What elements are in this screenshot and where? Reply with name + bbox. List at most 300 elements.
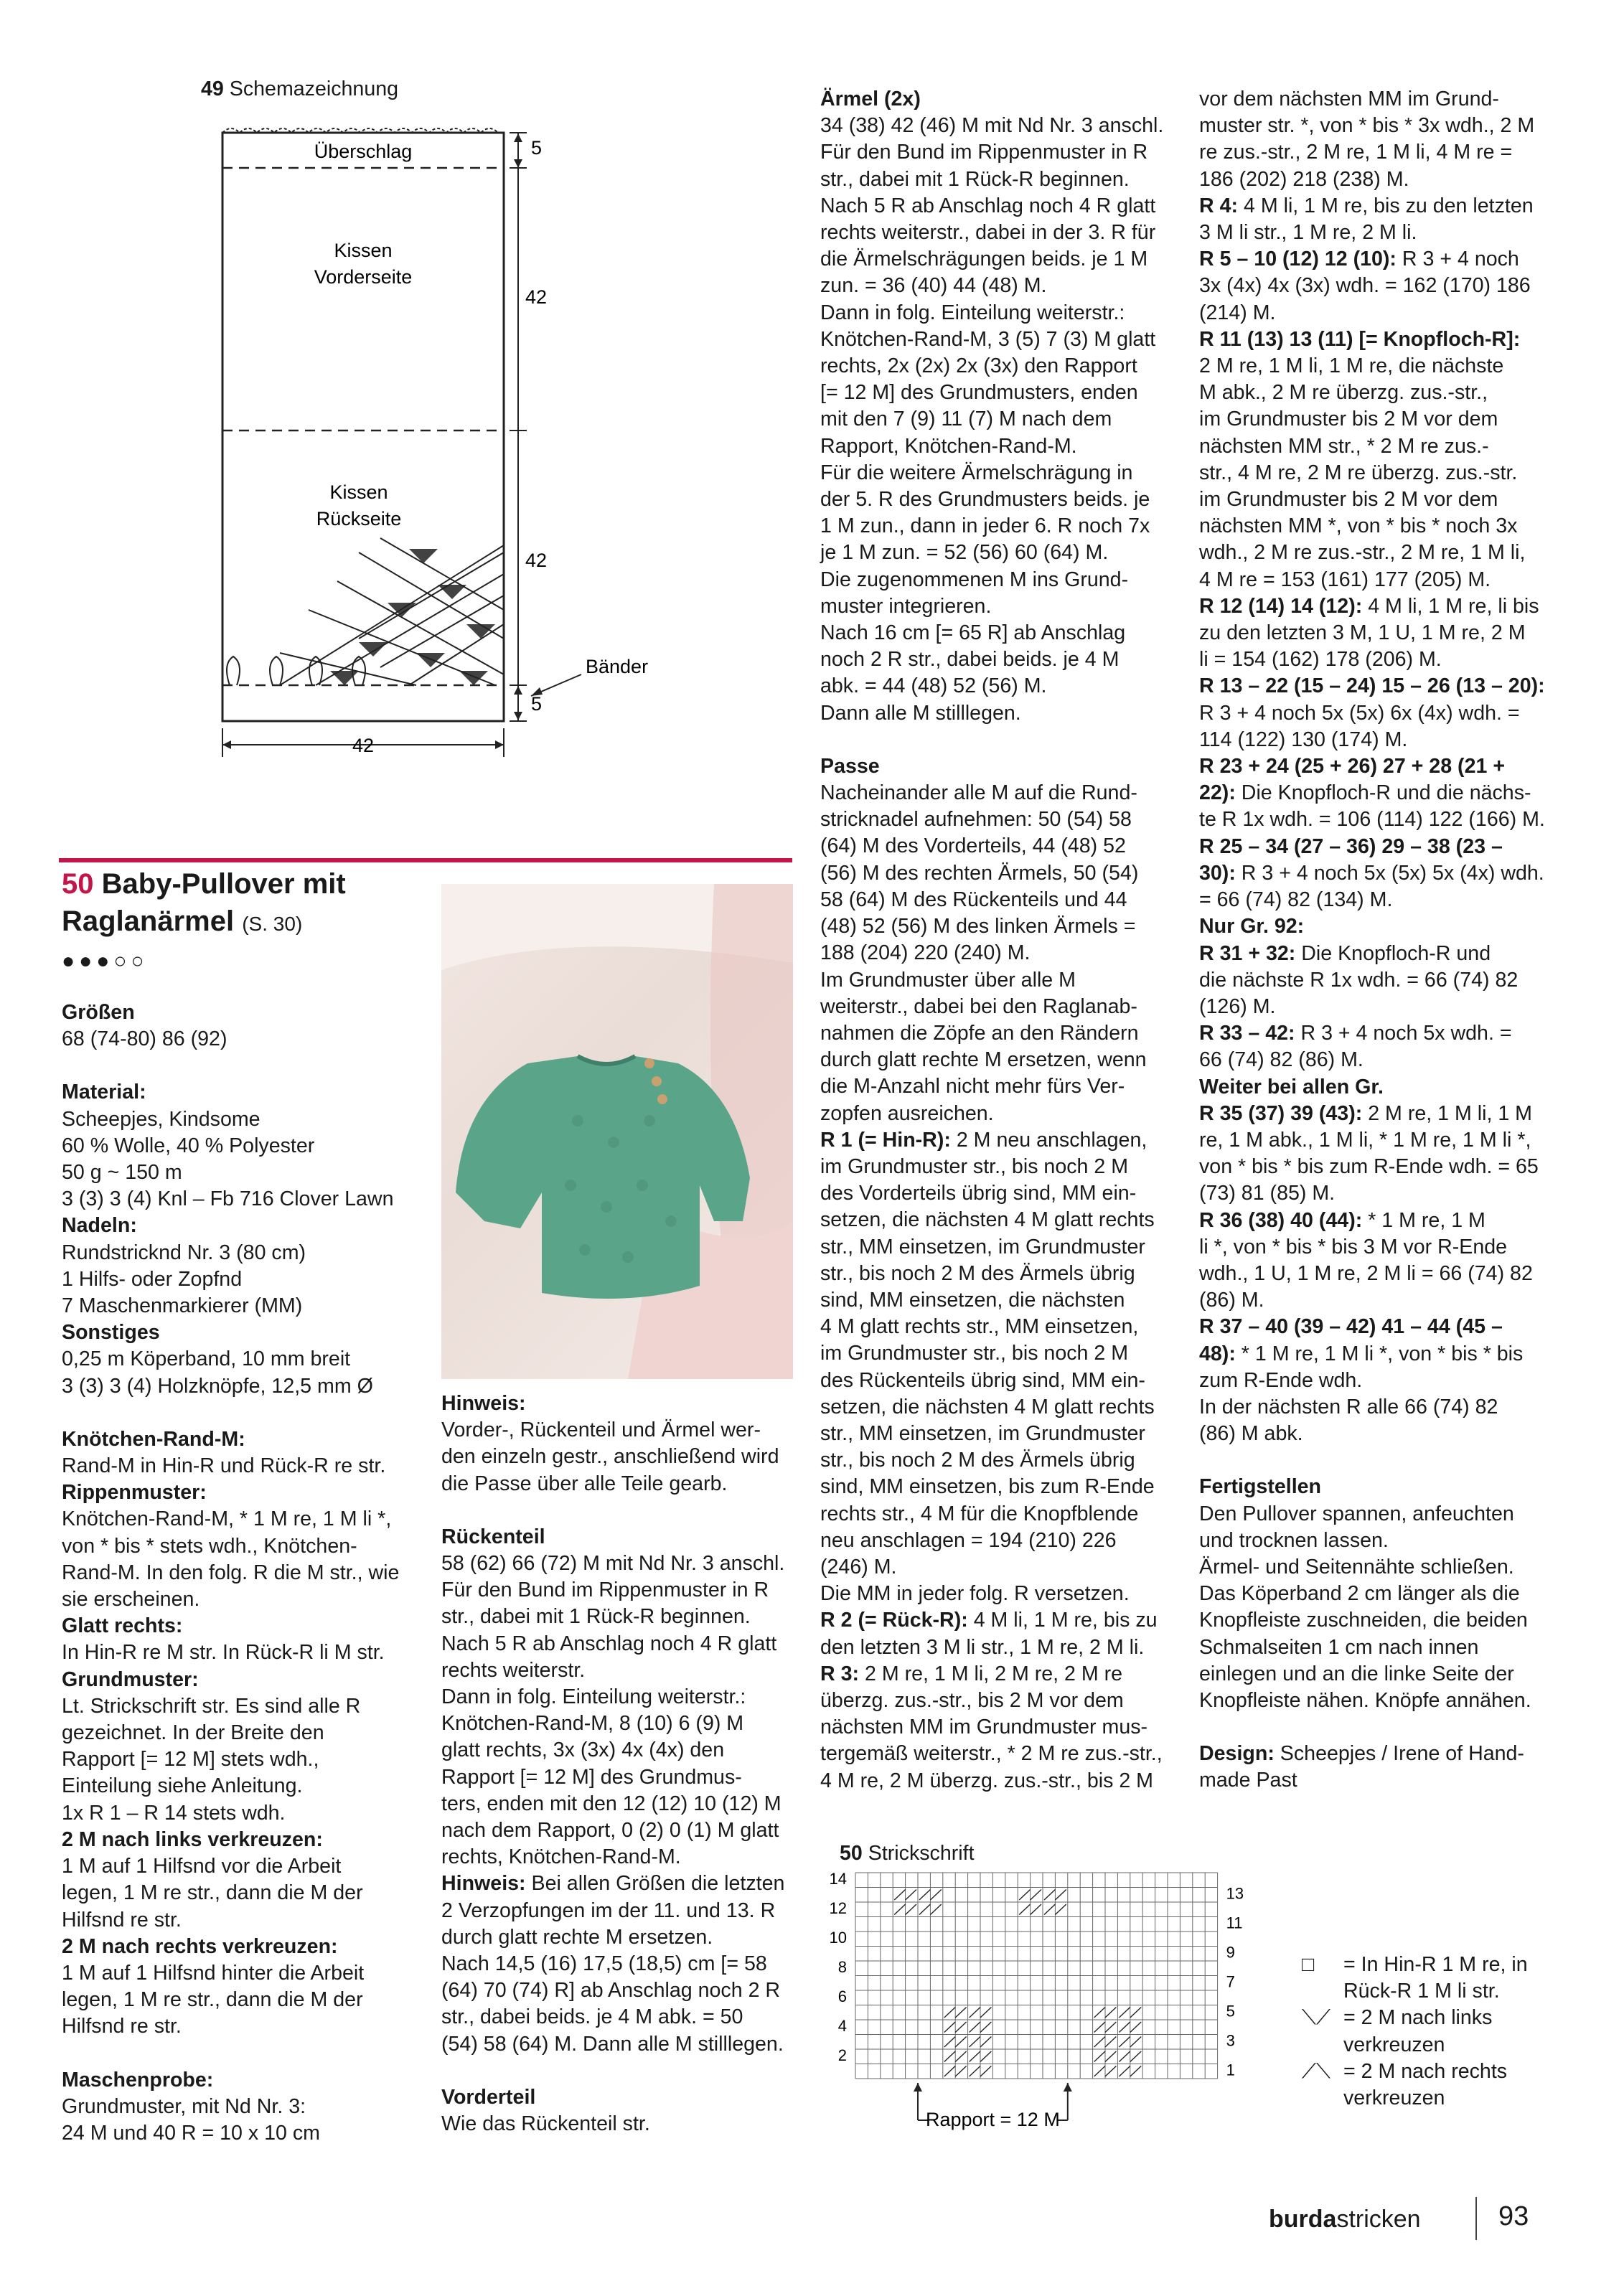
inline-text: str., bis noch 2 M des Ärmels übrig [820,1261,1135,1285]
inline-text: (54) 58 (64) M. Dann alle M stilllegen. [441,2032,784,2056]
inline-text: Dann alle M stilllegen. [820,701,1021,725]
inline-text: * 1 M re, 1 M [1362,1208,1485,1232]
text-line [441,1444,807,1470]
inline-text: tergemäß weiterstr., * 2 M re zus.-str., [820,1742,1163,1766]
inline-text: (86) M. [1199,1289,1264,1312]
column-4 [1199,86,1572,1794]
text-line [1199,1394,1572,1421]
text-line [820,1634,1186,1661]
inline-label: R 33 – 42: [1199,1022,1295,1045]
chart-cross-symbol [930,1904,941,1915]
inline-label: Hinweis: [441,1872,526,1896]
legend-text: verkreuzen [1343,2033,1445,2056]
inline-text: zum R-Ende wdh. [1199,1368,1363,1392]
text-line [1199,806,1572,833]
text-line [820,1688,1186,1714]
chart-cross-symbol [955,2037,966,2048]
inline-text: vor dem nächsten MM im Grund- [1199,88,1499,110]
inline-label: 30): [1199,861,1236,885]
chart-number: 50 [840,1842,863,1865]
text-line [62,1240,421,1266]
inline-text: Die MM in jeder folg. R versetzen. [820,1582,1130,1606]
chart-cross-symbol [944,2008,955,2018]
inline-text: rechts weiterstr. [441,1658,586,1682]
inline-text: R 3 + 4 noch 5x wdh. = [1295,1022,1512,1045]
spacer [1199,1447,1572,1474]
inline-text: des Rückenteils übrig sind, MM ein- [820,1368,1145,1392]
section-heading: R 37 – 40 (39 – 42) 41 – 44 (45 – [1199,1315,1503,1339]
inline-text: muster integrieren. [820,594,992,618]
inline-text: sie erscheinen. [62,1588,200,1612]
inline-text: str., dabei mit 1 Rück-R beginnen. [820,167,1130,191]
inline-text: Für den Bund im Rippenmuster in R [441,1578,769,1602]
chart-cross-symbol [944,2051,955,2062]
section-heading: Hinweis: [441,1392,526,1415]
inline-text: str., MM einsetzen, im Grundmuster [820,1235,1145,1258]
legend-text: = 2 M nach links [1343,2006,1493,2030]
text-line [820,540,1186,566]
inline-text: Für den Bund im Rippenmuster in R [820,141,1148,164]
schema-label-baender: Bänder [586,656,649,677]
chart-cross-symbol [970,2066,980,2077]
text-line [820,780,1186,806]
text-line [820,1340,1186,1367]
section-divider [59,858,792,862]
inline-text: 24 M und 40 R = 10 x 10 cm [62,2121,321,2145]
text-line [1199,780,1572,806]
inline-text: legen, 1 M re str., dann die M der [62,1881,363,1905]
inline-text: Lt. Strickschrift str. Es sind alle R [62,1694,361,1718]
inline-text: R 3 + 4 noch 5x (5x) 6x (4x) wdh. = [1199,701,1520,725]
inline-text: Bei allen Größen die letzten [525,1872,785,1896]
text-line [1199,1741,1572,1767]
text-line [1199,113,1572,139]
inline-label: 48): [1199,1342,1236,1365]
text-line [820,593,1186,620]
chart-row-label: 1 [1226,2061,1235,2079]
text-line [62,1720,421,1746]
inline-text: [= 12 M] des Grundmusters, enden [820,381,1138,405]
text-line [820,1287,1186,1314]
inline-text: 114 (122) 130 (174) M. [1199,728,1408,751]
chart-cross-symbol [1094,2051,1105,2062]
inline-text: die Ärmelschrägungen beids. je 1 M [820,248,1148,271]
inline-text: glatt rechts, 3x (3x) 4x (4x) den [441,1739,725,1762]
text-line [820,806,1186,833]
chart-cross-symbol [1105,2037,1116,2048]
text-line [820,1741,1186,1767]
schema-dim-front: 42 [525,286,548,308]
inline-text: wdh., 1 U, 1 M re, 2 M li = 66 (74) 82 [1199,1261,1533,1285]
text-line [1199,486,1572,513]
text-line [1199,700,1572,727]
text-line [62,1133,421,1159]
text-line [1199,1554,1572,1581]
legend-text: Rück-R 1 M li str. [1343,1980,1500,2003]
text-line [820,220,1186,246]
text-line [1199,994,1572,1020]
text-line [1199,166,1572,193]
inline-text: 188 (204) 220 (240) M. [820,941,1031,965]
text-line [62,1987,421,2013]
inline-label: R 35 (37) 39 (43): [1199,1101,1363,1125]
chart-cross-symbol [1019,1904,1030,1915]
inline-text: abk. = 44 (48) 52 (56) M. [820,674,1047,698]
text-line [820,646,1186,673]
inline-text: Vorder-, Rückenteil und Ärmel wer- [441,1418,761,1442]
rapport-arrow [1064,2083,1072,2092]
inline-text: zu den letzten 3 M, 1 U, 1 M re, 2 M [1199,621,1526,645]
inline-text: (126) M. [1199,994,1276,1018]
inline-text: Hilfsnd re str. [62,1908,182,1932]
inline-text: 2 M re, 1 M li, 1 M re, die nächste [1199,354,1504,378]
inline-text: ters, enden mit den 12 (12) 10 (12) M [441,1792,782,1815]
inline-text: Rand-M in Hin-R und Rück-R re str. [62,1454,386,1478]
inline-text: Scheepjes, Kindsome [62,1107,261,1131]
footer-divider [1475,2197,1477,2240]
inline-label: R 3: [820,1662,860,1685]
inline-text: R 3 + 4 noch [1396,248,1519,271]
inline-text: 1 M zun., dann in jeder 6. R noch 7x [820,514,1150,538]
inline-text: = 66 (74) 82 (134) M. [1199,888,1393,912]
spacer [62,1053,421,1079]
inline-text: Knötchen-Rand-M, 3 (5) 7 (3) M glatt [820,327,1156,351]
section-heading: R 11 (13) 13 (11) [= Knopfloch-R]: [1199,327,1521,351]
text-line [820,620,1186,646]
inline-text: Nach 5 R ab Anschlag noch 4 R glatt [441,1632,777,1655]
text-line [441,1764,807,1791]
text-line [441,2004,807,2031]
text-line [62,1746,421,1773]
text-line [62,1186,421,1213]
text-line [820,1127,1186,1154]
inline-text: 2 M re, 1 M li, 2 M re, 2 M re [859,1662,1123,1685]
chart-cross-symbol [1019,1890,1030,1901]
chart-cross-symbol [944,2066,955,2077]
text-line [1199,540,1572,566]
inline-text: gezeichnet. In der Breite den [62,1721,324,1745]
text-line [1199,433,1572,460]
section-heading: R 23 + 24 (25 + 26) 27 + 28 (21 + [1199,755,1506,778]
inline-text: 2 M re, 1 M li, 1 M [1362,1101,1533,1125]
inline-text: der 5. R des Grundmusters beids. je [820,488,1150,512]
pattern-title-line1: Baby-Pullover mit [101,868,346,900]
inline-text: 186 (202) 218 (238) M. [1199,167,1409,191]
inline-text: setzen, die nächsten 4 M glatt rechts [820,1395,1155,1418]
text-line [820,1154,1186,1180]
text-line [820,913,1186,940]
inline-text: 4 M re = 153 (161) 177 (205) M. [1199,568,1491,591]
inline-text: muster str. *, von * bis * 3x wdh., 2 M [1199,114,1535,138]
inline-text: von * bis * bis zum R-Ende wdh. = 65 [1199,1155,1539,1179]
text-line [441,1817,807,1844]
inline-text: und trocknen lassen. [1199,1528,1389,1552]
text-line [820,1261,1186,1287]
inline-text: 50 g ~ 150 m [62,1161,182,1185]
inline-text: li *, von * bis * bis 3 M vor R-Ende [1199,1235,1508,1258]
chart-cross-symbol [1031,1890,1041,1901]
text-line [441,1684,807,1711]
chart-cross-symbol [1119,2066,1130,2077]
text-line [820,486,1186,513]
legend-symbol [1302,1978,1343,2005]
inline-text: nächsten MM str., * 2 M re zus.- [1199,434,1489,458]
inline-text: die Passe über alle Teile gearb. [441,1472,728,1495]
chart-row-label: 14 [829,1870,847,1888]
text-line [820,1020,1186,1047]
text-line [820,940,1186,966]
chart-cross-symbol [980,2037,991,2048]
column-1 [62,999,421,2147]
text-line [1199,1341,1572,1368]
inline-text: str., MM einsetzen, im Grundmuster [820,1421,1145,1445]
brand-light: stricken [1336,2206,1421,2233]
inline-text: (48) 52 (56) M des linken Ärmels = [820,915,1136,938]
section-heading: Sonstiges [62,1321,160,1345]
text-line [441,1951,807,1977]
text-line [820,1554,1186,1581]
section-heading: R 13 – 22 (15 – 24) 15 – 26 (13 – 20): [1199,674,1545,698]
text-line [1199,193,1572,220]
schema-dim-back: 42 [525,550,548,571]
chart-row-label: 2 [837,2046,847,2064]
chart-cross-symbol [1119,2022,1130,2033]
text-line [1199,860,1572,887]
text-line [1199,1767,1572,1794]
inline-text: re zus.-str., 2 M re, 1 M li, 4 M re = [1199,141,1513,164]
text-line [1199,1501,1572,1528]
chart-cross-symbol [1094,2008,1105,2018]
inline-text: zun. = 36 (40) 44 (48) M. [820,274,1047,298]
text-line [820,433,1186,460]
chart-title [840,1842,975,1866]
spacer [441,1497,807,1524]
legend-row [1302,2059,1602,2085]
text-line [1199,727,1572,753]
text-line [1199,353,1572,380]
text-line [820,1768,1186,1794]
legend-row [1302,1952,1602,1978]
schema-dim-top: 5 [531,137,543,159]
chart-cross-symbol [1119,2037,1130,2048]
inline-text: 58 (62) 66 (72) M mit Nd Nr. 3 anschl. [441,1552,785,1576]
inline-text: Nach 5 R ab Anschlag noch 4 R glatt [820,194,1156,217]
text-line [441,1551,807,1577]
text-line [1199,1607,1572,1634]
text-line [1199,1020,1572,1047]
inline-text: zopfen ausreichen. [820,1101,994,1125]
inline-text: nächsten MM *, von * bis * noch 3x [1199,514,1518,538]
text-line [441,2031,807,2058]
footer-brand [1269,2206,1421,2234]
text-line [441,1871,807,1897]
text-line [1199,593,1572,620]
text-line [820,1101,1186,1127]
chart-cross-symbol [1044,1890,1055,1901]
text-line [820,1207,1186,1233]
chart-cross-symbol [1055,1890,1066,1901]
inline-text: 4 M li, 1 M re, bis zu den letzten [1238,194,1534,217]
inline-text: 34 (38) 42 (46) M mit Nd Nr. 3 anschl. [820,114,1164,138]
column-3 [820,86,1186,1794]
text-line [441,1737,807,1764]
inline-text: noch 2 R str., dabei beids. je 4 M [820,648,1120,672]
text-line [1199,1101,1572,1127]
inline-text: str., 4 M re, 2 M re überzg. zus.-str. [1199,461,1518,484]
text-line [820,246,1186,273]
text-line [820,166,1186,193]
text-line [820,1714,1186,1741]
inline-text: 3 (3) 3 (4) Knl – Fb 716 Clover Lawn [62,1187,394,1211]
inline-text: sind, MM einsetzen, bis zum R-Ende [820,1475,1155,1499]
text-line [62,1159,421,1186]
section-heading: Rückenteil [441,1525,545,1548]
legend-row [1302,2085,1602,2112]
schema-drawing [194,108,696,768]
text-line [820,833,1186,860]
inline-text: rechts, Knötchen-Rand-M. [441,1845,681,1869]
schema-dim-bottom: 5 [531,693,543,715]
text-line [1199,300,1572,326]
rapport-label: Rapport = 12 M [925,2109,1060,2130]
inline-text: stricknadel aufnehmen: 50 (54) 58 [820,808,1132,832]
chart-legend [1302,1952,1602,2112]
inline-text: die nächste R 1x wdh. = 66 (74) 82 [1199,968,1519,992]
inline-text: im Grundmuster str., bis noch 2 M [820,1154,1129,1178]
section-heading: Ärmel (2x) [820,88,921,110]
chart-row-label: 10 [829,1929,847,1947]
text-line [441,1844,807,1871]
schema-title [201,77,398,101]
chart-cross-symbol [1130,2037,1141,2048]
rapport-arrow [914,2083,922,2092]
inline-text: (73) 81 (85) M. [1199,1182,1336,1205]
inline-text: In der nächsten R alle 66 (74) 82 [1199,1395,1498,1418]
chart-row-label: 7 [1226,1972,1235,1991]
text-line [1199,1688,1572,1714]
text-line [820,1047,1186,1073]
chart-row-label: 5 [1226,2002,1235,2020]
text-line [820,1394,1186,1421]
text-line [62,1853,421,1880]
inline-text: 58 (64) M des Rückenteils und 44 [820,888,1127,911]
text-line [62,1346,421,1373]
inline-text: re, 1 M abk., 1 M li, * 1 M re, 1 M li *, [1199,1128,1531,1152]
inline-text: 4 M re, 2 M überzg. zus.-str., bis 2 M [820,1769,1153,1792]
inline-text: mit den 7 (9) 11 (7) M nach dem [820,408,1112,431]
inline-text: Im Grundmuster über alle M [820,968,1076,992]
text-line [1199,460,1572,486]
inline-text: Für die weitere Ärmelschrägung in [820,461,1133,484]
schema-label-ueberschlag: Überschlag [314,141,413,162]
chart-cross-symbol [980,2022,991,2033]
text-line [1199,139,1572,166]
inline-text: Knötchen-Rand-M, 8 (10) 6 (9) M [441,1712,744,1736]
chart-row-label: 3 [1226,2031,1235,2050]
chart-cross-symbol [1130,2008,1141,2018]
inline-text: str., dabei mit 1 Rück-R beginnen. [441,1605,751,1629]
inline-text: (64) M des Vorderteils, 44 (48) 52 [820,834,1126,858]
chart-cross-symbol [980,2051,991,2062]
text-line [441,1657,807,1684]
text-line [441,1417,807,1444]
chart-row-label: 12 [829,1899,847,1917]
schema-label-front-2: Vorderseite [314,266,413,288]
text-line [1199,1127,1572,1154]
text-line [1199,1208,1572,1234]
section-heading: Glatt rechts: [62,1614,183,1638]
inline-text: Ärmel- und Seitennähte schließen. [1199,1555,1514,1578]
text-line [1199,1634,1572,1661]
inline-text: durch glatt rechte M ersetzen. [441,1925,713,1949]
chart-cross-symbol [1105,2051,1116,2062]
inline-text: 1 M auf 1 Hilfsnd hinter die Arbeit [62,1961,365,1985]
chart-cross-symbol [1130,2022,1141,2033]
chart-cross-symbol [1094,2022,1105,2033]
inline-text: den einzeln gestr., anschließend wird [441,1445,779,1469]
chart-row-label: 9 [1226,1943,1235,1962]
chart-cross-symbol [906,1890,916,1901]
section-heading: Nadeln: [62,1214,137,1238]
inline-text: (246) M. [820,1555,897,1578]
schema-label-front-1: Kissen [334,240,393,261]
inline-text: Nacheinander alle M auf die Rund- [820,781,1137,805]
inline-text: Das Köperband 2 cm länger als die [1199,1582,1520,1606]
text-line [441,1604,807,1630]
inline-text: (56) M des rechten Ärmels, 50 (54) [820,861,1139,885]
text-line [441,1977,807,2004]
text-line [1199,220,1572,246]
pattern-title-line2: Raglanärmel [62,905,235,937]
inline-text: nächsten MM im Grundmuster mus- [820,1716,1148,1739]
chart-cross-symbol [1105,2066,1116,2077]
text-line [1199,1180,1572,1207]
text-line [1199,646,1572,673]
inline-text: nach dem Rapport, 0 (2) 0 (1) M glatt [441,1819,779,1843]
text-line [820,567,1186,593]
inline-text: den letzten 3 M li str., 1 M re, 2 M li. [820,1635,1145,1659]
inline-text: Rapport [= 12 M] des Grundmus- [441,1765,742,1789]
chart-cross-symbol [930,1890,941,1901]
text-line [62,1960,421,1987]
text-line [62,1560,421,1586]
text-line [441,1471,807,1497]
text-line [1199,1261,1572,1287]
section-heading: Weiter bei allen Gr. [1199,1075,1384,1098]
inline-label: R 2 (= Rück-R): [820,1609,968,1632]
chart-cross-symbol [944,2037,955,2048]
inline-text: rechts weiterstr., dabei in der 3. R für [820,221,1156,245]
chart-cross-symbol [955,2051,966,2062]
text-line [1199,1234,1572,1261]
text-line [820,193,1186,220]
text-line [62,1506,421,1533]
inline-label: R 12 (14) 14 (12): [1199,594,1363,618]
text-line [1199,567,1572,593]
text-line [62,1026,421,1053]
section-heading: Rippenmuster: [62,1481,207,1505]
text-line [820,1421,1186,1447]
chart-cross-symbol [1094,2037,1105,2048]
spacer [62,1400,421,1426]
chart-cross-symbol [955,2022,966,2033]
text-line [1199,1528,1572,1554]
inline-text: M abk., 2 M re überzg. zus.-str., [1199,381,1488,405]
inline-text: rechts str., 4 M für die Knopfblende [820,1502,1139,1525]
text-line [820,1447,1186,1474]
chart-cross-symbol [894,1904,905,1915]
text-line [820,1368,1186,1394]
